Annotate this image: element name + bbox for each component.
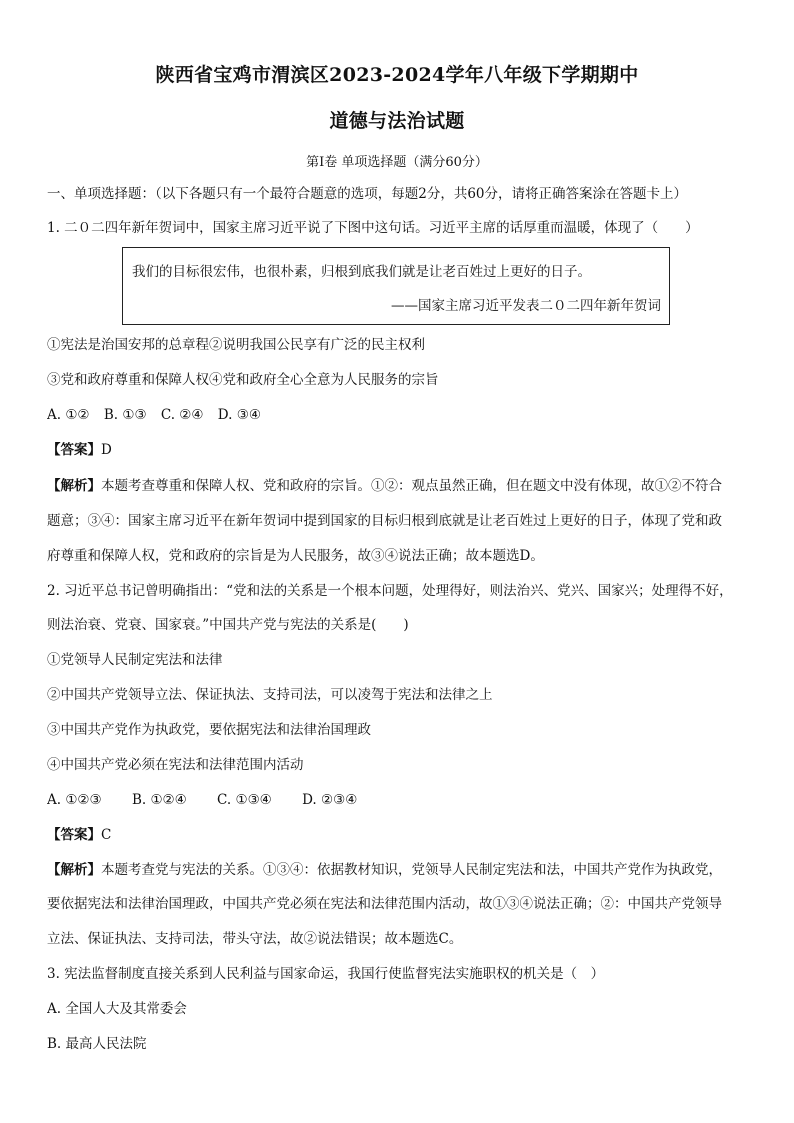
q2-statement-4: ④中国共产党必须在宪法和法律范围内活动 xyxy=(47,757,304,773)
q2-options xyxy=(47,790,754,810)
q3-option-a: A. 全国人大及其常委会 xyxy=(47,1001,187,1017)
label-tag: 【答案】 xyxy=(47,442,101,458)
q2-analysis-3: 立法、保证执法、支持司法，带头守法，故②说法错误；故本题选C。 xyxy=(47,931,463,947)
exam-title: 陕西省宝鸡市渭滨区2023-2024学年八年级下学期期中 xyxy=(155,64,639,86)
q2-statement-1: ①党领导人民制定宪法和法律 xyxy=(47,652,223,668)
q1-statements-1: ①宪法是治国安邦的总章程②说明我国公民享有广泛的民主权利 xyxy=(47,337,425,353)
section-heading: 第Ⅰ卷 单项选择题（满分60分） xyxy=(306,155,488,170)
label-tag: 【答案】 xyxy=(47,827,101,843)
q1-options xyxy=(47,405,754,425)
q1-option-a: A. ①② xyxy=(47,407,90,423)
q2-option-a: A. ①②③ xyxy=(47,792,102,808)
q1-quote-box xyxy=(122,247,670,325)
q1-quote-text: 我们的目标很宏伟，也很朴素，归根到底我们就是让老百姓过上更好的日子。 xyxy=(132,264,591,280)
q3-option-b: B. 最高人民法院 xyxy=(47,1036,147,1052)
label-tag: 【解析】 xyxy=(47,478,101,494)
q1-option-d: D. ③④ xyxy=(217,407,261,423)
q1-answer: 【答案】D xyxy=(47,442,112,458)
q1-analysis-1: 【解析】本题考查尊重和保障人权、党和政府的宗旨。①②：观点虽然正确，但在题文中没有体现，故①②不符合 xyxy=(47,478,722,494)
q3-stem: 3. 宪法监督制度直接关系到人民利益与国家命运，我国行使监督宪法实施职权的机关是（ ） xyxy=(47,966,605,982)
q1-analysis-2: 题意；③④：国家主席习近平在新年贺词中提到国家的目标归根到底就是让老百姓过上更好的日子，体现了党和政 xyxy=(47,513,722,529)
label-tag: 【解析】 xyxy=(47,862,101,878)
q2-statement-2: ②中国共产党领导立法、保证执法、支持司法，可以凌驾于宪法和法律之上 xyxy=(47,687,493,703)
q1-statements-2: ③党和政府尊重和保障人权④党和政府全心全意为人民服务的宗旨 xyxy=(47,372,439,388)
q2-option-b: B. ①②④ xyxy=(131,792,187,808)
q1-quote-source: ——国家主席习近平发表二０二四年新年贺词 xyxy=(391,298,661,314)
q2-option-d: D. ②③④ xyxy=(302,792,358,808)
q1-stem: 1. 二０二四年新年贺词中，国家主席习近平说了下图中这句话。习近平主席的话厚重而温暖，体现了（ ） xyxy=(47,220,699,236)
q2-option-c: C. ①③④ xyxy=(217,792,272,808)
q2-answer: 【答案】C xyxy=(47,827,112,843)
q2-stem-1: 2. 习近平总书记曾明确指出：“党和法的关系是一个根本问题，处理得好，则法治兴、党兴、国家兴；处理得不好， xyxy=(47,583,733,599)
q1-option-c: C. ②④ xyxy=(160,407,204,423)
exam-subject-title: 道德与法治试题 xyxy=(329,110,465,132)
q2-stem-2: 则法治衰、党衰、国家衰。”中国共产党与宪法的关系是( ) xyxy=(47,617,409,633)
q1-analysis-3: 府尊重和保障人权，党和政府的宗旨是为人民服务，故③④说法正确；故本题选D。 xyxy=(47,548,544,564)
q2-analysis-1: 【解析】本题考查党与宪法的关系。①③④：依据教材知识，党领导人民制定宪法和法，中国共产党作为执政党， xyxy=(47,862,722,878)
q1-option-b: B. ①③ xyxy=(103,407,147,423)
instructions: 一、单项选择题：（以下各题只有一个最符合题意的选项，每题2分，共60分，请将正确答案涂在答题卡上） xyxy=(47,186,688,202)
q2-analysis-2: 要依据宪法和法律治国理政，中国共产党必须在宪法和法律范围内活动，故①③④说法正确；②：中国共产党领导 xyxy=(47,896,722,912)
q2-statement-3: ③中国共产党作为执政党，要依据宪法和法律治国理政 xyxy=(47,722,371,738)
